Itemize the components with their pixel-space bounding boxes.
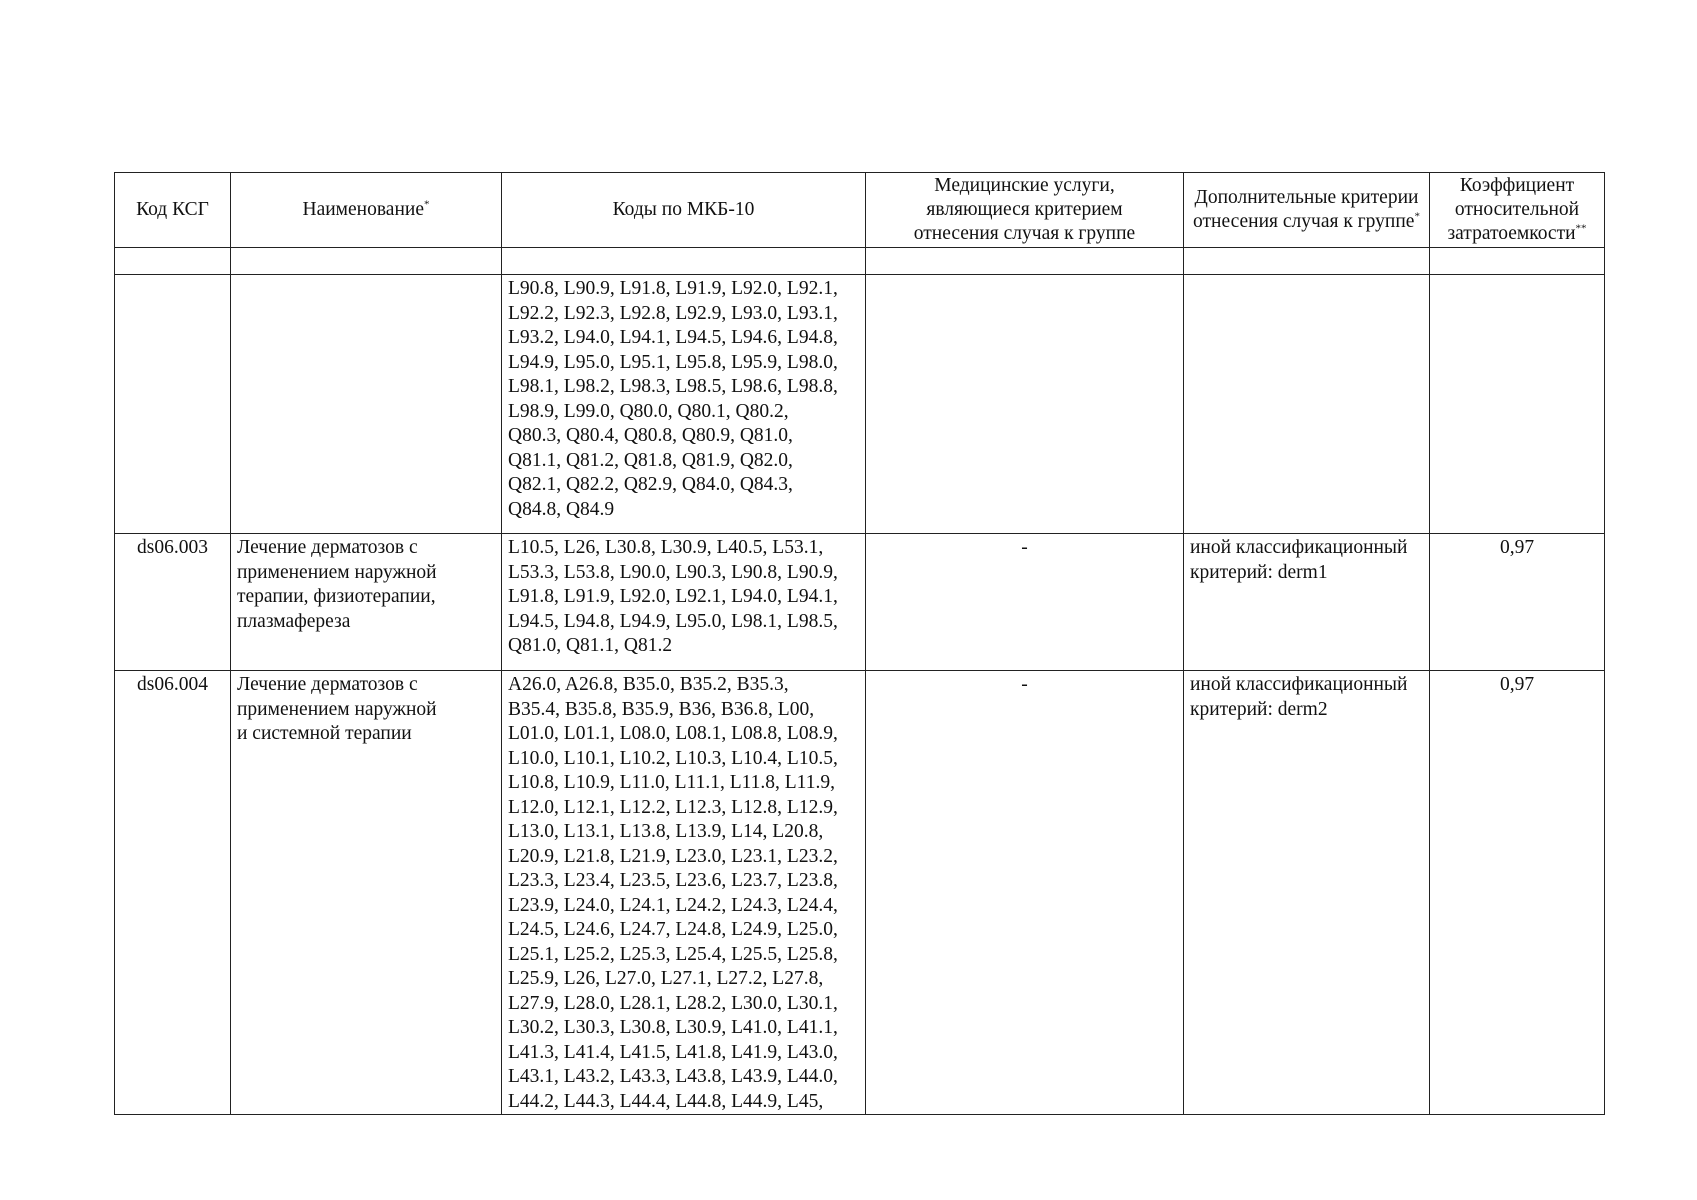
mkb-line: L93.2, L94.0, L94.1, L94.5, L94.6, L94.8, [508,327,838,348]
header-code: Код КСГ [115,173,231,248]
criteria-line: иной классификационный [1190,537,1408,558]
header-mkb: Коды по МКБ-10 [502,173,866,248]
mkb-line: L30.2, L30.3, L30.8, L30.9, L41.0, L41.1, [508,1017,838,1038]
ksg-table [114,172,1605,1115]
cost-coefficient [1430,275,1605,534]
mkb-line: L53.3, L53.8, L90.0, L90.3, L90.8, L90.9, [508,561,838,583]
mkb-line: L10.5, L26, L30.8, L30.9, L40.5, L53.1, [508,537,824,558]
group-name [231,275,502,534]
footnote-mark: * [424,198,430,211]
mkb-codes [502,534,866,671]
mkb-line: L20.9, L21.8, L21.9, L23.0, L23.1, L23.2, [508,845,838,867]
spacer-cell [231,248,502,275]
mkb-line: L27.9, L28.0, L28.1, L28.2, L30.0, L30.1, [508,992,838,1014]
mkb-line: L12.0, L12.1, L12.2, L12.3, L12.8, L12.9, [508,796,838,818]
mkb-codes [502,671,866,1115]
name-line: и системной терапии [237,723,412,744]
footnote-mark: ** [1575,222,1587,235]
mkb-line: L25.1, L25.2, L25.3, L25.4, L25.5, L25.8, [508,943,838,965]
mkb-line: L91.8, L91.9, L92.0, L92.1, L94.0, L94.1, [508,586,838,607]
mkb-codes [502,275,866,534]
header-services: Медицинские услуги, являющиеся критерием отнесения случая к группе [866,173,1184,248]
medical-services [866,275,1184,534]
name-line: Лечение дерматозов с [237,537,418,558]
cost-coefficient: 0,97 [1430,671,1605,1115]
medical-services: - [866,534,1184,671]
spacer-cell [502,248,866,275]
name-line: терапии, физиотерапии, [237,586,436,607]
header-extra: Дополнительные критерии отнесения случая к группе* [1184,173,1430,248]
mkb-line: A26.0, A26.8, B35.0, B35.2, B35.3, [508,674,789,695]
mkb-line: Q81.0, Q81.1, Q81.2 [508,635,673,656]
header-row [115,173,1605,248]
mkb-line: L92.2, L92.3, L92.8, L92.9, L93.0, L93.1, [508,302,838,324]
criteria-line: иной классификационный [1190,674,1408,695]
footnote-mark: * [1414,210,1420,223]
mkb-line: L13.0, L13.1, L13.8, L13.9, L14, L20.8, [508,821,824,842]
mkb-line: Q82.1, Q82.2, Q82.9, Q84.0, Q84.3, [508,474,793,495]
header-name: Наименование* [231,173,502,248]
group-name [231,671,502,1115]
mkb-line: L98.9, L99.0, Q80.0, Q80.1, Q80.2, [508,400,789,422]
mkb-line: L01.0, L01.1, L08.0, L08.1, L08.8, L08.9, [508,723,838,744]
mkb-line: L24.5, L24.6, L24.7, L24.8, L24.9, L25.0, [508,919,838,940]
group-name [231,534,502,671]
ksg-code: ds06.004 [115,671,231,1115]
ksg-code [115,275,231,534]
mkb-line: L98.1, L98.2, L98.3, L98.5, L98.6, L98.8, [508,376,838,397]
mkb-line: L10.8, L10.9, L11.0, L11.1, L11.8, L11.9, [508,772,835,793]
criteria-line: критерий: derm1 [1190,561,1328,583]
extra-criteria [1184,275,1430,534]
table-row [115,275,1605,534]
mkb-line: L25.9, L26, L27.0, L27.1, L27.2, L27.8, [508,968,824,989]
name-line: плазмафереза [237,610,351,632]
mkb-line: L94.9, L95.0, L95.1, L95.8, L95.9, L98.0, [508,351,838,373]
mkb-line: L94.5, L94.8, L94.9, L95.0, L98.1, L98.5, [508,610,838,632]
extra-criteria [1184,671,1430,1115]
spacer-cell [866,248,1184,275]
name-line: применением наружной [237,561,437,583]
spacer-cell [1184,248,1430,275]
header-coef: Коэффициент относительной затратоемкости** [1430,173,1605,248]
extra-criteria [1184,534,1430,671]
spacer-cell [1430,248,1605,275]
mkb-line: L23.3, L23.4, L23.5, L23.6, L23.7, L23.8, [508,870,838,891]
table-row [115,534,1605,671]
mkb-line: L43.1, L43.2, L43.3, L43.8, L43.9, L44.0, [508,1066,838,1087]
name-line: применением наружной [237,698,437,720]
mkb-line: L23.9, L24.0, L24.1, L24.2, L24.3, L24.4, [508,894,838,916]
mkb-line: Q81.1, Q81.2, Q81.8, Q81.9, Q82.0, [508,449,793,471]
mkb-line: Q80.3, Q80.4, Q80.8, Q80.9, Q81.0, [508,425,793,446]
ksg-code: ds06.003 [115,534,231,671]
mkb-line: L10.0, L10.1, L10.2, L10.3, L10.4, L10.5, [508,747,838,769]
spacer-row [115,248,1605,275]
spacer-cell [115,248,231,275]
mkb-line: L90.8, L90.9, L91.8, L91.9, L92.0, L92.1, [508,278,838,299]
criteria-line: критерий: derm2 [1190,698,1328,720]
table-row [115,671,1605,1115]
medical-services: - [866,671,1184,1115]
name-line: Лечение дерматозов с [237,674,418,695]
mkb-line: L41.3, L41.4, L41.5, L41.8, L41.9, L43.0, [508,1041,838,1063]
mkb-line: L44.2, L44.3, L44.4, L44.8, L44.9, L45, [508,1090,824,1112]
mkb-line: B35.4, B35.8, B35.9, B36, B36.8, L00, [508,698,815,720]
mkb-line: Q84.8, Q84.9 [508,498,615,520]
cost-coefficient: 0,97 [1430,534,1605,671]
